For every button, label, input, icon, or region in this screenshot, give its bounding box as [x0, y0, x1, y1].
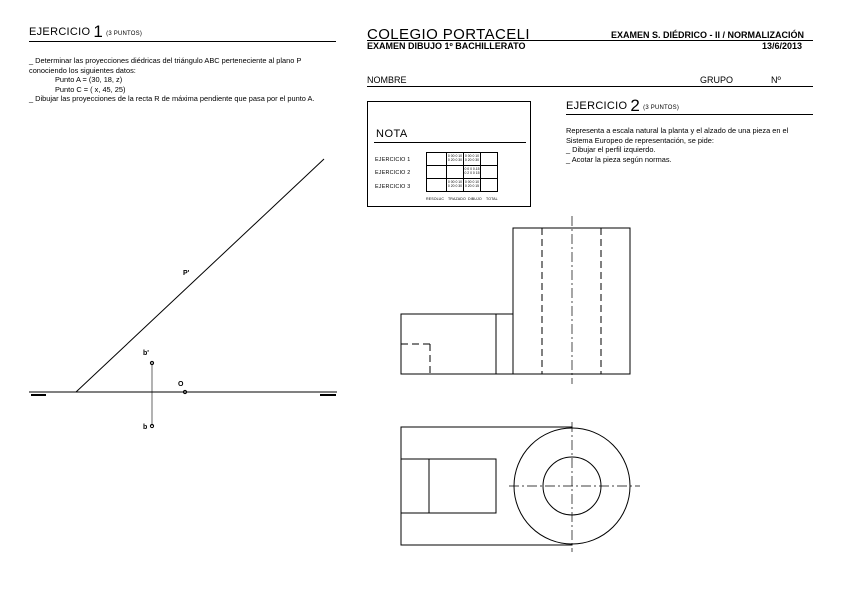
- grade-cell: 0 00 0 10 0 20 0 30: [464, 153, 481, 166]
- exercise2-line-3: _ Acotar la pieza según normas.: [566, 154, 672, 164]
- grade-row-label: EJERCICIO 2: [375, 170, 411, 176]
- number-label: Nº: [771, 75, 781, 85]
- exercise2-line-2: _ Dibujar el perfil izquierdo.: [566, 145, 656, 155]
- exercise1-number: 1: [93, 22, 104, 41]
- grade-cell: 0 0 0 0.15 0 2 0 0 15: [464, 166, 481, 179]
- grade-col-dibujo: DIBUJO: [468, 197, 482, 201]
- elevation-vertical-block: [513, 228, 630, 374]
- plan-left-pocket: [401, 459, 429, 513]
- label-b1: b': [143, 350, 149, 357]
- exercise2-label: EJERCICIO: [566, 100, 628, 112]
- grade-col-total: TOTAL: [486, 197, 498, 201]
- grade-cell: 0 00 0 10 0 20 0 30: [447, 179, 464, 192]
- label-o: O: [178, 381, 184, 388]
- grade-cell: 0 00 0 10 0 20 0 15: [464, 179, 481, 192]
- exercise1-points: (3 PUNTOS): [106, 31, 143, 37]
- exercise1-point-a: Punto A = (30, 18, z): [55, 75, 123, 85]
- exercise2-line-1: Representa a escala natural la planta y el alzado de una pieza en el Sistema Europeo de representación, se pide:: [566, 126, 789, 145]
- grade-title: NOTA: [376, 128, 408, 140]
- exercise1-label: EJERCICIO: [29, 26, 91, 38]
- exercise2-number: 2: [630, 96, 641, 115]
- grade-cell: 0 00 0 10 0 20 0 30: [447, 153, 464, 166]
- exercise2-points: (3 PUNTOS): [643, 105, 680, 111]
- exam-subject: EXAMEN DIBUJO 1º BACHILLERATO: [367, 41, 526, 51]
- group-label: GRUPO: [700, 75, 734, 85]
- grade-row-label: EJERCICIO 1: [375, 157, 411, 163]
- label-b2: b: [143, 424, 148, 431]
- name-label: NOMBRE: [367, 75, 407, 85]
- exam-topic: EXAMEN S. DIÉDRICO - II / NORMALIZACIÓN: [611, 30, 805, 40]
- label-plane-trace: P': [183, 270, 190, 277]
- plan-slot: [429, 459, 496, 513]
- plane-trace-line: [76, 159, 324, 392]
- exercise1-line-4: _ Dibujar las proyecciones de la recta R de máxima pendiente que pasa por el punto A.: [29, 94, 315, 104]
- grade-col-resoluc: RESOLUC: [426, 197, 445, 201]
- exam-date: 13/6/2013: [762, 41, 803, 51]
- grade-row-label: EJERCICIO 3: [375, 184, 411, 190]
- school-name: COLEGIO PORTACELI: [367, 26, 530, 43]
- exercise1-line-1: _ Determinar las proyecciones diédricas del triángulo ABC perteneciente al plano P conociendo los siguientes datos:: [29, 56, 302, 75]
- grade-col-trazado: TRAZADO: [448, 197, 466, 201]
- exercise1-point-c: Punto C = ( x, 45, 25): [55, 84, 126, 94]
